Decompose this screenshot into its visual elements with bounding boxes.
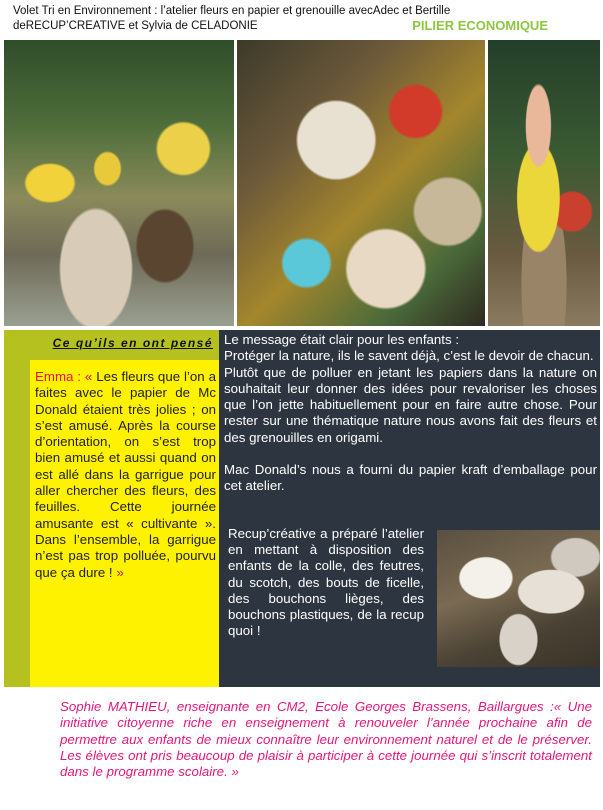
emma-testimonial bbox=[35, 369, 216, 581]
emma-quote: Les fleurs que l’on a faites avec le papier de Mc Donald étaient très jolies ; on s’est amusé. Après la course d’orientation, on s’est trop bien amusé et aussi quand on est allé dans la garrigue pour aller chercher des fleurs, des feuilles. Cette journée amusante est « cultivante ». Dans l’ensemble, la garrigue n’est pas trop polluée, pourvu que ça dure ! bbox=[35, 369, 216, 580]
photo-children-workshop bbox=[4, 40, 234, 326]
header-line-1: Volet Tri en Environnement : l’atelier fleurs en papier et grenouille avecAdec et Bertille bbox=[13, 5, 451, 17]
photo-girl-with-flowers bbox=[488, 40, 600, 326]
header-line-2: deRECUP’CREATIVE et Sylvia de CELADONIE bbox=[13, 20, 258, 32]
sidebar-title: Ce qu’ils en ont pensé bbox=[52, 336, 213, 350]
message-protect: Protéger la nature, ils le savent déjà, c’est le devoir de chacun. bbox=[224, 348, 594, 364]
photo-paper-flowers bbox=[237, 40, 485, 326]
message-mcdonald: Mac Donald’s nous a fourni du papier kraft d’emballage pour cet atelier. bbox=[224, 462, 597, 494]
recup-text: Recup’créative a préparé l’atelier en mettant à disposition des enfants de la colle, des feutres, du scotch, des bouts de ficelle, des bouchons lièges, des bouchons plastiques, de la recup quoi ! bbox=[228, 526, 424, 639]
photo-origami-frogs bbox=[437, 530, 600, 667]
emma-name: Emma : « bbox=[35, 369, 93, 384]
message-text bbox=[224, 332, 597, 495]
emma-quote-close: » bbox=[116, 564, 124, 580]
message-intro: Le message était clair pour les enfants : bbox=[224, 332, 460, 347]
message-revalorise: Plutôt que de polluer en jetant les papiers dans la nature on souhaitait leur donner des idées pour revaloriser les choses que l’on jette habituellement pour en faire autre chose. Pour rester sur une thématique nature nous avons fait des fleurs et des grenouilles en origami. bbox=[224, 364, 597, 445]
teacher-quote: Sophie MATHIEU, enseignante en CM2, Ecole Georges Brassens, Baillargues :« Une initiative citoyenne riche en enseignement à renouveler l’année prochaine afin de permettre aux enfants de mieux connaître leur environnement naturel et de le préserver. Les élèves ont pris beaucoup de plaisir à participer à cette journée qui s’inscrit totalement dans le programme scolaire. » bbox=[60, 699, 592, 780]
pillar-label: PILIER ECONOMIQUE bbox=[412, 18, 548, 33]
